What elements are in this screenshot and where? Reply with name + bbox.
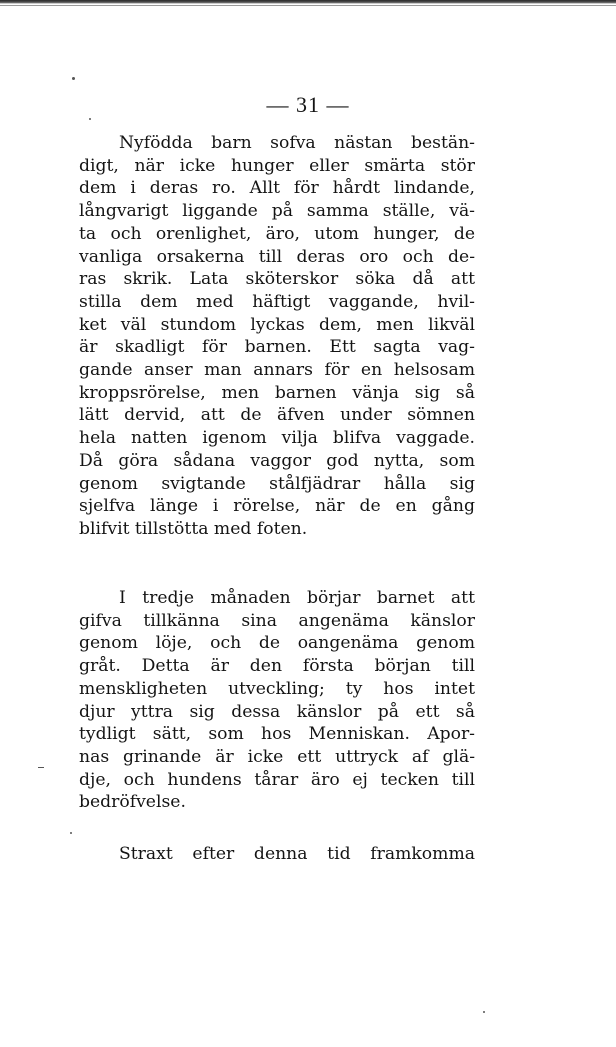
paper-speck bbox=[89, 118, 91, 120]
text-line: långvarigt liggande på samma ställe, vä- bbox=[79, 201, 475, 222]
text-line: kroppsrörelse, men barnen vänja sig så bbox=[79, 382, 475, 403]
text-line: vanliga orsakerna till deras oro och de- bbox=[79, 246, 475, 267]
text-line: stilla dem med häftigt vaggande, hvil- bbox=[79, 291, 475, 312]
text-line: gande anser man annars för en helsosam bbox=[79, 360, 475, 381]
paragraph-3 bbox=[79, 843, 475, 866]
text-line: Straxt efter denna tid framkomma bbox=[119, 844, 475, 864]
text-line: digt, när icke hunger eller smärta stör bbox=[79, 155, 475, 176]
text-line: ta och orenlighet, äro, utom hunger, de bbox=[79, 223, 475, 244]
paragraph-2 bbox=[79, 587, 475, 814]
text-line: gifva tillkänna sina angenäma känslor bbox=[79, 610, 475, 631]
text-line: djur yttra sig dessa känslor på ett så bbox=[79, 701, 475, 722]
text-line: tydligt sätt, som hos Menniskan. Apor- bbox=[79, 724, 475, 745]
text-line: genom svigtande stålfjädrar hålla sig bbox=[79, 473, 475, 494]
text-line: genom löje, och de oangenäma genom bbox=[79, 633, 475, 654]
text-line: ras skrik. Lata sköterskor söka då att bbox=[79, 269, 475, 290]
text-line: blifvit tillstötta med foten. bbox=[79, 518, 308, 539]
text-line: sjelfva länge i rörelse, när de en gång bbox=[79, 496, 475, 517]
text-line: dje, och hundens tårar äro ej tecken till bbox=[79, 769, 475, 790]
text-line: I tredje månaden börjar barnet att bbox=[119, 588, 475, 608]
text-line: hela natten igenom vilja blifva vaggade. bbox=[79, 428, 475, 449]
top-border-rule bbox=[0, 0, 616, 4]
page-number: — 31 — bbox=[266, 92, 350, 117]
paragraph-1 bbox=[79, 132, 475, 541]
text-line: gråt. Detta är den första början till bbox=[79, 656, 475, 677]
top-border-thin-rule bbox=[0, 5, 616, 6]
text-line: Nyfödda barn sofva nästan bestän- bbox=[119, 133, 475, 153]
text-line: Då göra sådana vaggor god nytta, som bbox=[79, 450, 475, 471]
text-line: menskligheten utveckling; ty hos intet bbox=[79, 678, 475, 699]
text-line: ket väl stundom lyckas dem, men likväl bbox=[79, 314, 475, 335]
paper-speck bbox=[70, 832, 72, 834]
text-line: är skadligt för barnen. Ett sagta vag- bbox=[79, 337, 475, 358]
text-line: bedröfvelse. bbox=[79, 792, 186, 813]
paper-speck bbox=[483, 1011, 485, 1013]
text-line: lätt dervid, att de äfven under sömnen bbox=[79, 405, 475, 426]
text-line: nas grinande är icke ett uttryck af glä- bbox=[79, 746, 475, 767]
paper-speck bbox=[38, 767, 44, 768]
paper-speck bbox=[72, 77, 75, 80]
text-line: dem i deras ro. Allt för hårdt lindande, bbox=[79, 178, 475, 199]
